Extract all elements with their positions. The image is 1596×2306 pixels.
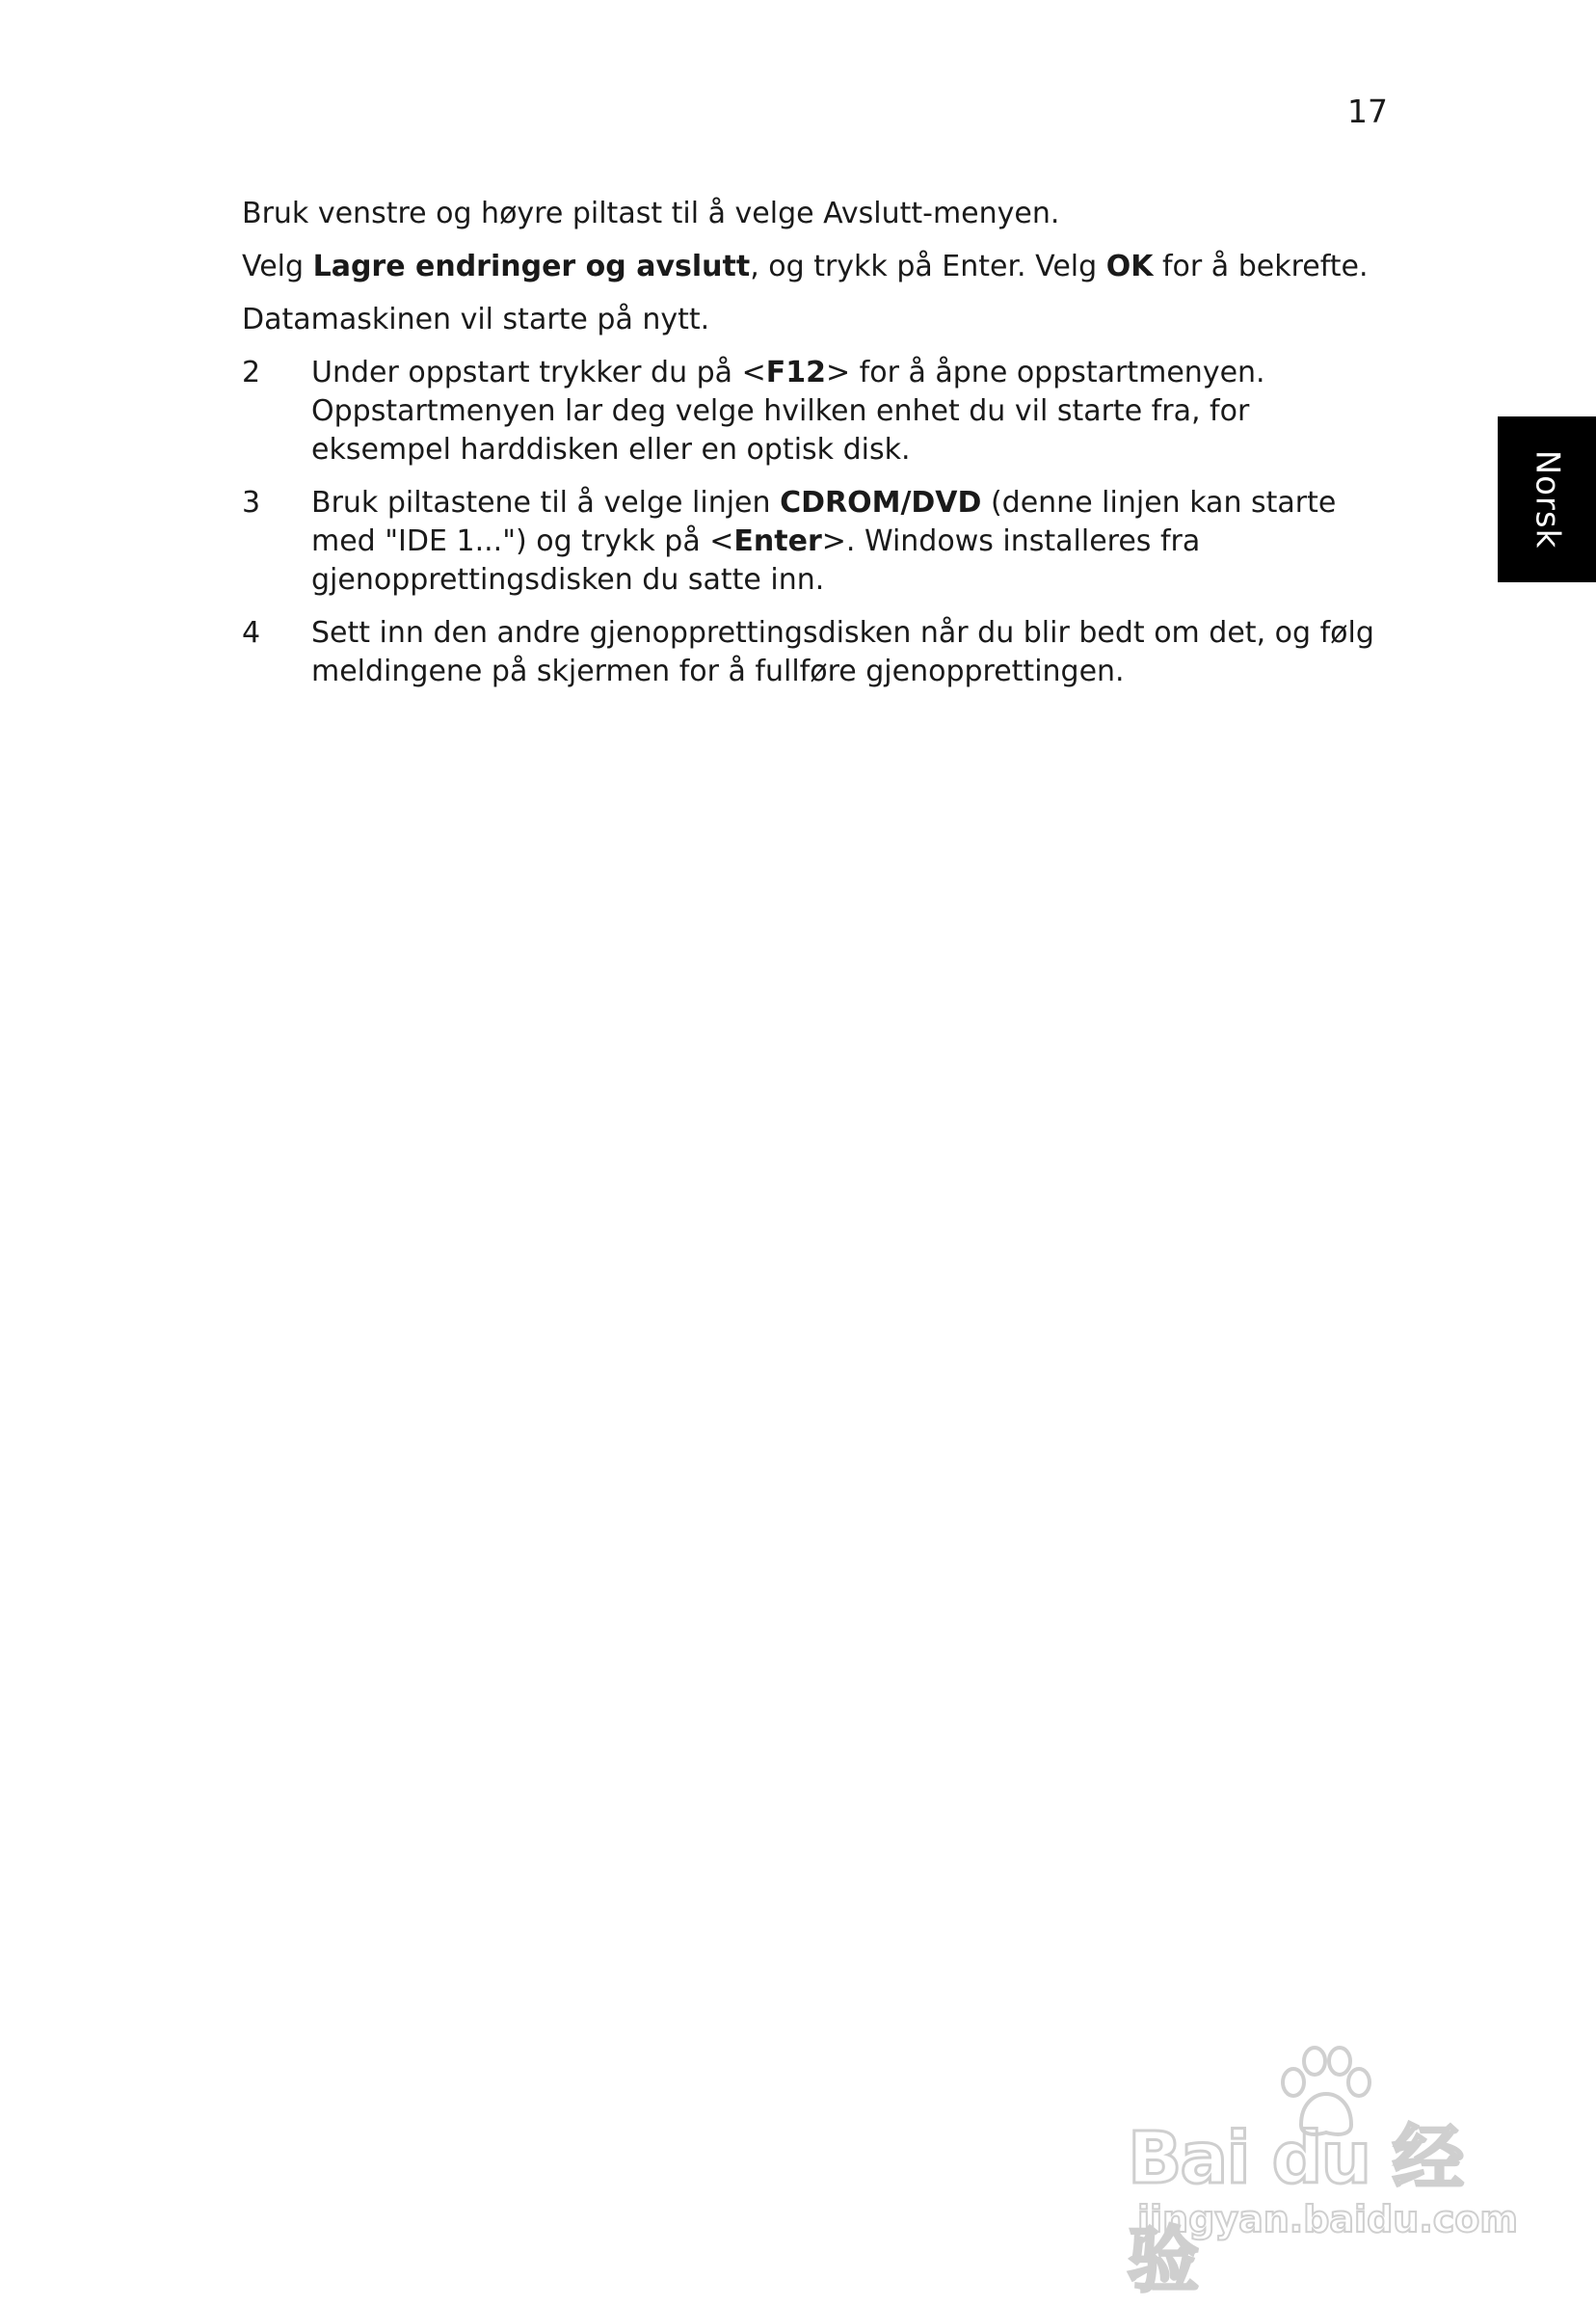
paragraph-text: Velg xyxy=(242,250,313,283)
paragraph-text: Bruk venstre og høyre piltast til å velge Avslutt-menyen. xyxy=(242,197,1060,230)
watermark-url: jingyan.baidu.com xyxy=(1137,2198,1518,2240)
page-number: 17 xyxy=(1347,93,1388,130)
key-label: Enter xyxy=(733,524,822,558)
device-label: CDROM/DVD xyxy=(780,486,982,520)
step-text-part: Bruk piltastene til å velge linjen xyxy=(311,486,781,520)
language-tab xyxy=(1498,416,1596,582)
watermark xyxy=(1118,2044,1518,2302)
step-text-part: Under oppstart trykker du på < xyxy=(311,356,766,389)
menu-option-label: Lagre endringer og avslutt xyxy=(312,250,751,283)
paragraph xyxy=(242,195,1379,233)
step-number: 2 xyxy=(242,356,261,389)
list-item-step-4 xyxy=(242,614,1379,691)
step-text-part: Sett inn den andre gjenopprettingsdisken når du blir bedt om det, og følg meldingene på skjermen for å fullføre gjenopprettingen. xyxy=(311,616,1374,688)
document-body xyxy=(242,195,1379,706)
key-label: F12 xyxy=(765,356,826,389)
paragraph-text: , og trykk på Enter. Velg xyxy=(750,250,1106,283)
step-number: 3 xyxy=(242,486,261,520)
step-text xyxy=(311,614,1379,691)
step-text-part: >. Windows installeres fra gjenopprettingsdisken du satte inn. xyxy=(311,524,1201,597)
paragraph-text: Datamaskinen vil starte på nytt. xyxy=(242,303,710,336)
step-text xyxy=(311,354,1379,469)
watermark-brand: Bai du 经验 xyxy=(1128,2117,1462,2302)
language-tab-label: Norsk xyxy=(1528,449,1566,550)
step-text xyxy=(311,484,1379,600)
paragraph xyxy=(242,301,1379,339)
ok-label: OK xyxy=(1105,250,1154,283)
list-item-step-3 xyxy=(242,484,1379,600)
step-number: 4 xyxy=(242,616,261,650)
paragraph xyxy=(242,248,1379,286)
list-item-step-2 xyxy=(242,354,1379,469)
step-text-part: (denne linjen kan starte med "IDE 1...") og trykk på < xyxy=(311,486,1337,558)
paragraph-text: for å bekrefte. xyxy=(1153,250,1369,283)
step-text-part: > for å åpne oppstartmenyen. Oppstartmenyen lar deg velge hvilken enhet du vil starte fra, for eksempel harddisken eller en optisk disk. xyxy=(311,356,1265,467)
